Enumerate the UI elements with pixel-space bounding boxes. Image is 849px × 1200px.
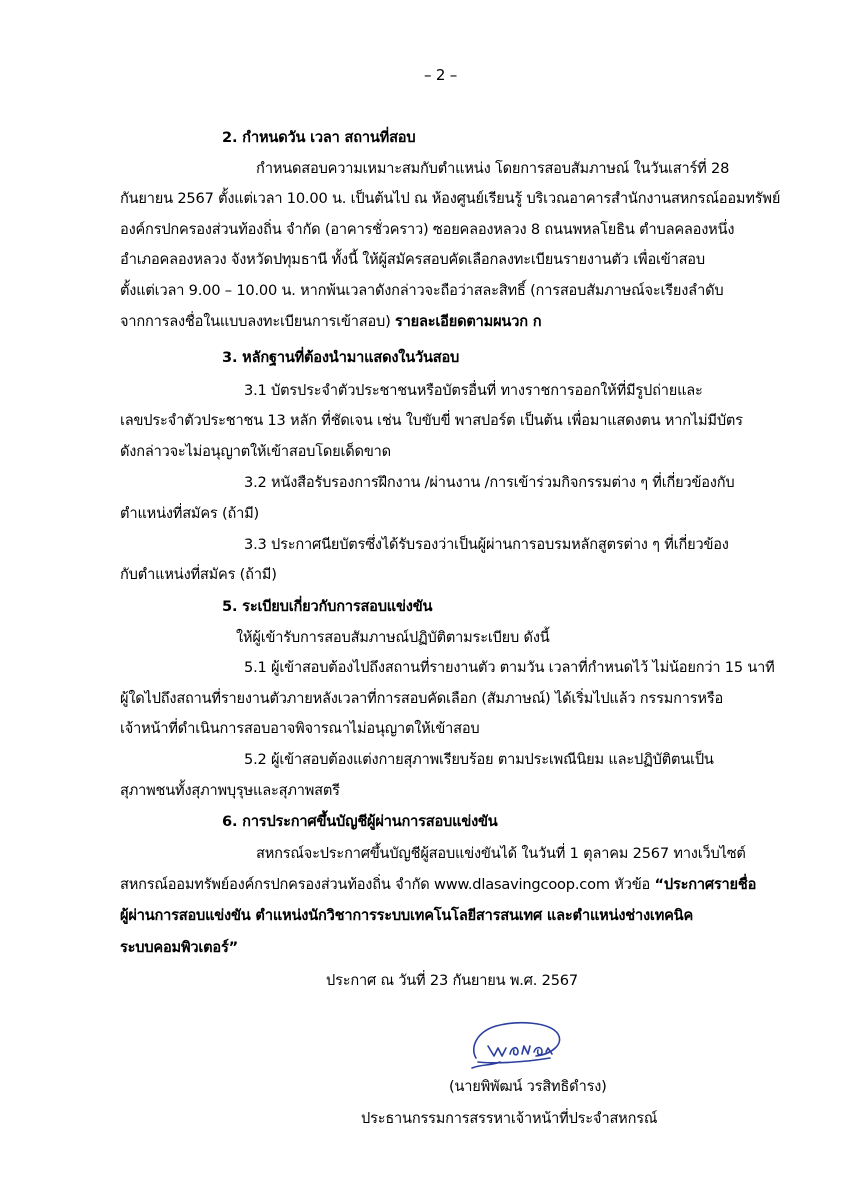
section-6-line: สหกรณ์จะประกาศขึ้นบัญชีผู้สอบแข่งขันได้ ในวันที่ 1 ตุลาคม 2567 ทางเว็บไซต์ bbox=[256, 845, 746, 862]
section-3-line: 3.1 บัตรประจำตัวประชาชนหรือบัตรอื่นที่ ทางราชการออกให้ที่มีรูปถ่ายและ bbox=[244, 382, 703, 399]
section-3-line: 3.2 หนังสือรับรองการฝึกงาน /ผ่านงาน /การเข้าร่วมกิจกรรมต่าง ๆ ที่เกี่ยวข้องกับ bbox=[244, 474, 735, 491]
section-5-line: สุภาพชนทั้งสุภาพบุรุษและสุภาพสตรี bbox=[120, 782, 340, 799]
section-6-line: สหกรณ์ออมทรัพย์องค์กรปกครองส่วนท้องถิ่น จำกัด www.dlasavingcoop.com หัวข้อ “ประกาศรายชื่อ bbox=[120, 876, 757, 893]
section-5-heading: 5. ระเบียบเกี่ยวกับการสอบแข่งขัน bbox=[222, 598, 433, 615]
section-6-line: ผู้ผ่านการสอบแข่งขัน ตำแหน่งนักวิชาการระบบเทคโนโลยีสารสนเทศ และตำแหน่งช่างเทคนิค bbox=[120, 907, 694, 924]
section-5-line: 5.2 ผู้เข้าสอบต้องแต่งกายสุภาพเรียบร้อย ตามประเพณีนิยม และปฏิบัติตนเป็น bbox=[244, 751, 714, 768]
section-3-heading: 3. หลักฐานที่ต้องนำมาแสดงในวันสอบ bbox=[222, 349, 460, 366]
section-3-line: 3.3 ประกาศนียบัตรซึ่งได้รับรองว่าเป็นผู้ผ่านการอบรมหลักสูตรต่าง ๆ ที่เกี่ยวข้อง bbox=[244, 536, 729, 553]
section-2-line: อำเภอคลองหลวง จังหวัดปทุมธานี ทั้งนี้ ให้ผู้สมัครสอบคัดเลือกลงทะเบียนรายงานตัว เพื่อเข้าสอบ bbox=[120, 251, 705, 268]
section-5-line: ให้ผู้เข้ารับการสอบสัมภาษณ์ปฏิบัติตามระเบียบ ดังนี้ bbox=[236, 629, 550, 646]
announcement-date: ประกาศ ณ วันที่ 23 กันยายน พ.ศ. 2567 bbox=[326, 972, 578, 989]
section-2-heading: 2. กำหนดวัน เวลา สถานที่สอบ bbox=[222, 129, 416, 146]
section-3-line: ตำแหน่งที่สมัคร (ถ้ามี) bbox=[120, 505, 260, 522]
signatory-title: ประธานกรรมการสรรหาเจ้าหน้าที่ประจำสหกรณ์ bbox=[361, 1110, 658, 1127]
section-2-line: ตั้งแต่เวลา 9.00 – 10.00 น. หากพ้นเวลาดังกล่าวจะถือว่าสละสิทธิ์ (การสอบสัมภาษณ์จะเรียงลำดับ bbox=[120, 282, 724, 299]
section-2-line: จากการลงชื่อในแบบลงทะเบียนการเข้าสอบ) รายละเอียดตามผนวก ก bbox=[120, 313, 542, 330]
section-5-line: ผู้ใดไปถึงสถานที่รายงานตัวภายหลังเวลาที่การสอบคัดเลือก (สัมภาษณ์) ได้เริ่มไปแล้ว กรรมการหรือ bbox=[120, 690, 724, 707]
section-5-line: 5.1 ผู้เข้าสอบต้องไปถึงสถานที่รายงานตัว ตามวัน เวลาที่กำหนดไว้ ไม่น้อยกว่า 15 นาที bbox=[244, 659, 775, 676]
section-5-line: เจ้าหน้าที่ดำเนินการสอบอาจพิจารณาไม่อนุญาตให้เข้าสอบ bbox=[120, 720, 480, 737]
section-6-heading: 6. การประกาศขึ้นบัญชีผู้ผ่านการสอบแข่งขัน bbox=[222, 813, 498, 830]
section-3-line: เลขประจำตัวประชาชน 13 หลัก ที่ชัดเจน เช่น ใบขับขี่ พาสปอร์ต เป็นต้น เพื่อมาแสดงตน หากไม่มีบัตร bbox=[120, 412, 743, 429]
signature-image bbox=[466, 1018, 564, 1072]
signatory-name: (นายพิพัฒน์ วรสิทธิดำรง) bbox=[449, 1078, 607, 1095]
appendix-reference: รายละเอียดตามผนวก ก bbox=[395, 313, 542, 330]
section-2-line: กำหนดสอบความเหมาะสมกับตำแหน่ง โดยการสอบสัมภาษณ์ ในวันเสาร์ที่ 28 bbox=[256, 160, 730, 177]
section-3-line: ดังกล่าวจะไม่อนุญาตให้เข้าสอบโดยเด็ดขาด bbox=[120, 443, 391, 460]
announcement-title-start: “ประกาศรายชื่อ bbox=[654, 876, 757, 893]
section-2-line: องค์กรปกครองส่วนท้องถิ่น จำกัด (อาคารชั่วคราว) ซอยคลองหลวง 8 ถนนพหลโยธิน ตำบลคลองหนึ่ง bbox=[120, 221, 735, 238]
section-2-line: กันยายน 2567 ตั้งแต่เวลา 10.00 น. เป็นต้นไป ณ ห้องศูนย์เรียนรู้ บริเวณอาคารสำนักงานสหกรณ์ออมทรัพย์ bbox=[120, 190, 781, 207]
section-6-line: ระบบคอมพิวเตอร์” bbox=[120, 939, 239, 956]
page-number: – 2 – bbox=[424, 66, 458, 84]
section-3-line: กับตำแหน่งที่สมัคร (ถ้ามี) bbox=[120, 566, 277, 583]
